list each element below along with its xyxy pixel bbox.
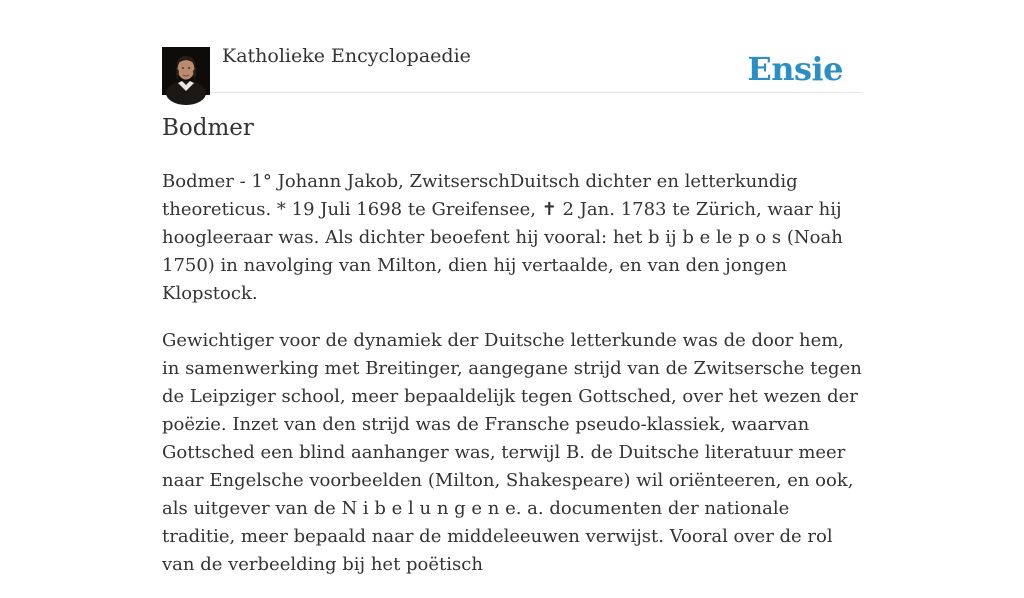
ensie-logo[interactable]: Ensie — [747, 50, 843, 88]
article-paragraph: Bodmer - 1° Johann Jakob, ZwitserschDuitsch dichter en letterkundig theoreticus. * 19 Juli 1698 te Greifensee, ✝ 2 Jan. 1783 te Zürich, waar hij hoogleeraar was. Als dichter beoefent hij vooral: het b ij b e le p o s (Noah 1750) in navolging van Milton, dien hij vertaalde, en van den jongen Klopstock. — [162, 171, 843, 304]
article-header — [162, 0, 862, 93]
article-page — [162, 0, 862, 575]
article-title: Bodmer — [162, 115, 254, 141]
source-name[interactable]: Katholieke Encyclopaedie — [222, 45, 471, 67]
portrait-avatar-icon[interactable] — [162, 47, 210, 95]
article-paragraph: Gewichtiger voor de dynamiek der Duitsche letterkunde was de door hem, in samenwerking met Breitinger, aangegane strijd van de Zwitsersche tegen de Leipziger school, meer bepaaldelijk tegen Gottsched, over het wezen der poëzie. Inzet van den strijd was de Fransche pseudo-klassiek, waarvan Gottsched een blind aanhanger was, terwijl B. de Duitsche literatuur meer naar Engelsche voorbeelden (Milton, Shakespeare) wil oriënteeren, en ook, als uitgever van de N i b e l u n g e n e. a. documenten der nationale traditie, meer bepaald naar de middeleeuwen verwijst. Vooral over de rol van de verbeelding bij het poëtisch — [162, 330, 862, 575]
article-body — [162, 168, 862, 598]
